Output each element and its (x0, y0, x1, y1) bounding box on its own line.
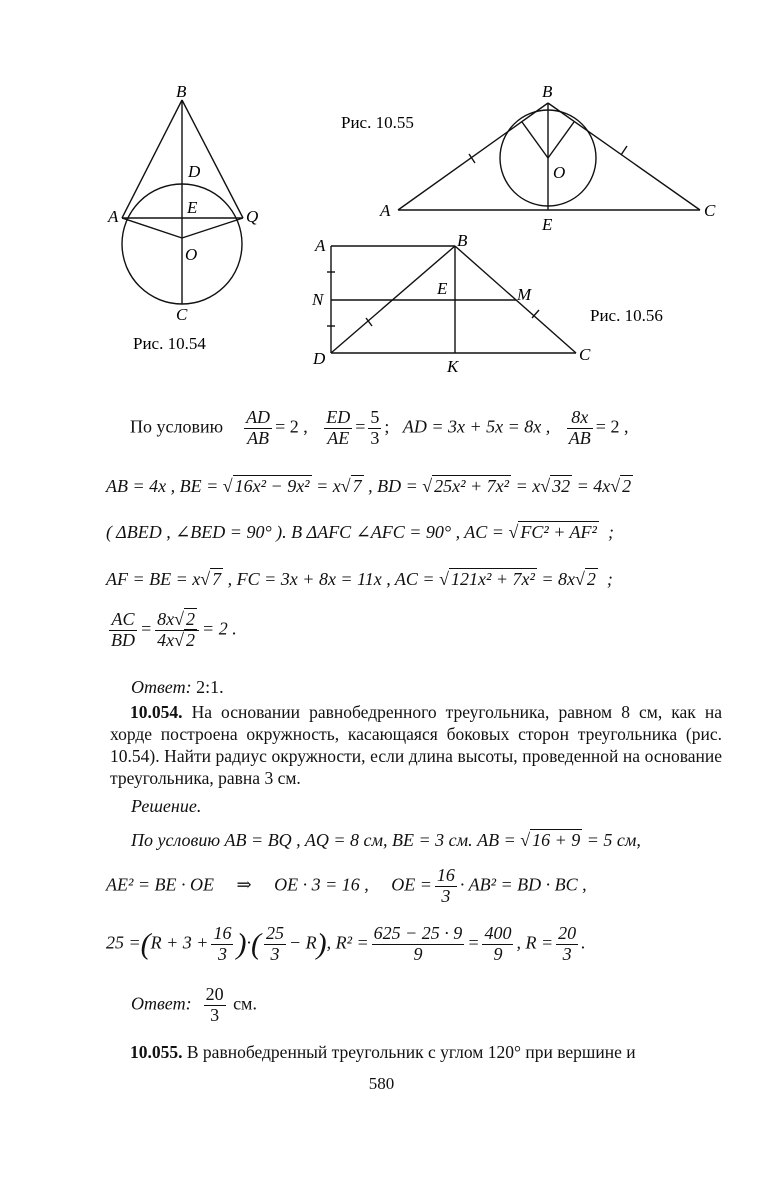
paren-close: ) (236, 927, 247, 961)
sol-prev-prefix: По условию (130, 416, 224, 437)
eq-part: , BD = (368, 476, 418, 496)
sqrt-expr: 16 + 9 (532, 830, 581, 850)
paren-open: ( (140, 927, 151, 961)
fig55-side-ab (398, 103, 548, 210)
fig55-caption: Рис. 10.55 (341, 113, 414, 132)
frac-ad-ab (244, 408, 272, 449)
fig55-tick-right (621, 146, 627, 155)
frac-num: AD (246, 407, 271, 427)
fig56-label-n: N (312, 290, 324, 309)
figure-10-56 (327, 246, 576, 353)
fig56-label-b: B (457, 231, 468, 250)
frac-625 (372, 924, 465, 965)
frac-den: 3 (441, 885, 451, 906)
eq-ae-squared: AE² = BE · OE (106, 874, 215, 895)
eq-conditions: По условию AB = BQ , AQ = 8 см, BE = 3 см. AB = (131, 830, 516, 850)
eq-af: AF = BE = x (106, 569, 201, 589)
frac-num: 8x (567, 408, 593, 429)
frac-num: 20 (205, 984, 224, 1004)
sol-prev-line-1 (130, 408, 628, 449)
problem-text: В равнобедренный треугольник с углом 120° при вершине и (186, 1042, 636, 1062)
eq-tail: = 2 . (202, 618, 237, 639)
frac-20-3 (556, 924, 578, 965)
fig55-radius-right (548, 122, 574, 158)
fig56-label-m: M (517, 285, 532, 304)
frac-num: 16 (213, 923, 232, 943)
num-part: 8x (157, 609, 175, 629)
frac-400-9 (482, 924, 513, 965)
figures-svg (0, 0, 763, 400)
frac-25-3 (264, 924, 286, 965)
frac-den: AB (247, 427, 270, 448)
frac-den: 3 (217, 943, 227, 964)
frac-num: 5 (370, 407, 380, 427)
eq-part: = 5 см, (586, 830, 641, 850)
eq-ab-be: AB = 4x , BE = (106, 476, 219, 496)
eq-tail: ; (607, 522, 614, 542)
fig54-label-b: B (176, 82, 187, 101)
eq-tail: ; (384, 416, 390, 437)
fig56-caption: Рис. 10.56 (590, 306, 663, 325)
answer-054 (131, 985, 257, 1026)
sqrt-expr: 2 (186, 609, 196, 629)
sqrt-expr: FC² + AF² (520, 522, 597, 542)
eq-triangles: ( ΔBED , ∠BED = 90° ). В ΔAFC ∠AFC = 90° , AC = (106, 522, 504, 542)
sol-prev-line-3: ( ΔBED , ∠BED = 90° ). В ΔAFC ∠AFC = 90° , AC = √ FC² + AF² ; (106, 522, 614, 542)
figure-10-55 (398, 103, 700, 210)
answer-label: Ответ: (131, 993, 192, 1014)
page-number: 580 (368, 1074, 395, 1093)
frac-den: AB (568, 427, 591, 448)
eq-part: − R (288, 932, 317, 953)
fig55-label-e: E (542, 215, 553, 234)
implies-arrow: ⇒ (236, 874, 252, 895)
frac-den: 9 (413, 943, 423, 964)
fig54-radius-ao (122, 218, 182, 238)
frac-num: 400 (484, 923, 512, 943)
frac-8x-4x (155, 610, 199, 651)
fig54-label-q: Q (246, 207, 259, 226)
eq-tail: = 2 , (275, 416, 308, 437)
fig54-side-ab (122, 100, 182, 218)
eq-sign: = (355, 416, 366, 437)
fig55-label-b: B (542, 82, 553, 101)
frac-den: 3 (370, 427, 380, 448)
frac-num: 625 − 25 · 9 (373, 923, 463, 943)
fig55-radius-left (522, 122, 548, 158)
paren-close: ) (316, 927, 327, 961)
frac-num: 16 (436, 865, 455, 885)
paren-open: ( (250, 927, 261, 961)
frac-den: AE (327, 427, 350, 448)
eq-part: = x (515, 476, 541, 496)
frac-num: AC (109, 610, 137, 631)
fig56-label-d: D (313, 349, 326, 368)
figure-10-54 (122, 100, 243, 304)
eq-tail: . (581, 932, 586, 953)
fig55-side-bc (548, 103, 700, 210)
fig54-label-o: O (185, 245, 198, 264)
frac-ac-bd (109, 610, 137, 651)
fig55-label-a: A (380, 201, 391, 220)
frac-den: 3 (270, 943, 280, 964)
fig54-caption: Рис. 10.54 (133, 334, 206, 353)
eq-sign: = (467, 932, 480, 953)
frac-num: 25 (265, 923, 284, 943)
sqrt-expr: 2 (622, 476, 632, 496)
eq-sign: = (140, 618, 153, 639)
solution-label-054: Решение. (131, 796, 202, 816)
fig55-label-o: O (553, 163, 566, 182)
sol-prev-line-5 (106, 610, 237, 651)
eq-25: 25 = (106, 932, 141, 953)
fig54-label-e: E (187, 198, 198, 217)
frac-num: 8x√ 2 (155, 610, 199, 631)
frac-5-3 (368, 408, 381, 449)
eq-r: , R = (516, 932, 554, 953)
eq-part: R + 3 + (150, 932, 209, 953)
sqrt-expr: 121x² + 7x² (450, 569, 535, 589)
fig56-label-e: E (437, 279, 448, 298)
sol-prev-line-4: AF = BE = x√ 7 , FC = 3x + 8x = 11x , AC = √ 121x² + 7x² = 8x√ 2 ; (106, 569, 613, 589)
den-part: 4x (157, 629, 175, 650)
sol-prev-line-2: AB = 4x , BE = √ 16x² − 9x² = x√ 7 , BD = √ 25x² + 7x² = x√ 32 = 4x√ 2 (106, 476, 632, 496)
frac-16-3 (435, 866, 457, 907)
eq-tail: = 2 , (595, 416, 629, 437)
eq-oe3: OE · 3 = 16 , (274, 874, 369, 895)
eq-tail: ; (606, 569, 613, 589)
answer-unit: см. (233, 993, 257, 1014)
fig56-label-a: A (315, 236, 326, 255)
sol-054-line-3 (106, 924, 586, 965)
frac-num: ED (326, 407, 351, 427)
fig56-label-k: K (447, 357, 459, 376)
sqrt-expr: 25x² + 7x² (434, 476, 510, 496)
fig54-radius-qo (182, 218, 243, 238)
problem-number: 10.054. (130, 702, 183, 722)
frac-den: 9 (493, 943, 503, 964)
sqrt-expr: 16x² − 9x² (234, 476, 310, 496)
problem-number: 10.055. (130, 1042, 183, 1062)
eq-part: = 4x (576, 476, 611, 496)
fig55-label-c: C (704, 201, 716, 220)
eq-part: = x (316, 476, 341, 496)
fig54-label-c: C (176, 305, 188, 324)
fig56-label-c: C (579, 345, 591, 364)
frac-den: 3 (210, 1004, 220, 1025)
frac-16-3b (211, 924, 233, 965)
frac-ed-ae (324, 408, 352, 449)
answer-prev (131, 677, 224, 698)
eq-fc-ac: , FC = 3x + 8x = 11x , AC = (227, 569, 435, 589)
answer-label: Ответ: (131, 677, 192, 697)
answer-value: 2:1. (196, 677, 224, 697)
sqrt-expr: 7 (212, 569, 222, 589)
problem-055 (110, 1041, 722, 1063)
sqrt-expr: 32 (552, 476, 571, 496)
dot: · (246, 932, 251, 953)
frac-num: 20 (558, 923, 577, 943)
fig54-label-d: D (188, 162, 201, 181)
sqrt-expr: 2 (186, 629, 196, 650)
frac-8x-ab (567, 408, 593, 449)
eq-ab-squared: · AB² = BD · BC , (459, 874, 587, 895)
eq-part: = 8x (541, 569, 576, 589)
fig54-label-a: A (108, 207, 119, 226)
frac-den: BD (111, 629, 135, 650)
sol-054-line-1: По условию AB = BQ , AQ = 8 см, BE = 3 см. AB = √ 16 + 9 = 5 см, (131, 830, 641, 850)
eq-oe: OE = (391, 874, 432, 895)
sqrt-expr: 7 (352, 476, 362, 496)
frac-den: 3 (562, 943, 572, 964)
frac-den: 4x√ 2 (157, 629, 196, 650)
sqrt-expr: 2 (586, 569, 596, 589)
eq-r-squared: , R² = (326, 932, 369, 953)
problem-054 (110, 701, 722, 789)
answer-frac (204, 985, 226, 1026)
problem-text: На основании равнобедренного треугольника, равном 8 см, как на хорде построена окружность, касающаяся боковых сторон треугольника (рис. 10.54). Найти радиус окружности, если длина высоты, проведенной на основание треугольника, равна 3 см. (110, 702, 723, 788)
sol-054-line-2 (106, 866, 587, 907)
eq-ad-sum: AD = 3x + 5x = 8x , (402, 416, 551, 437)
